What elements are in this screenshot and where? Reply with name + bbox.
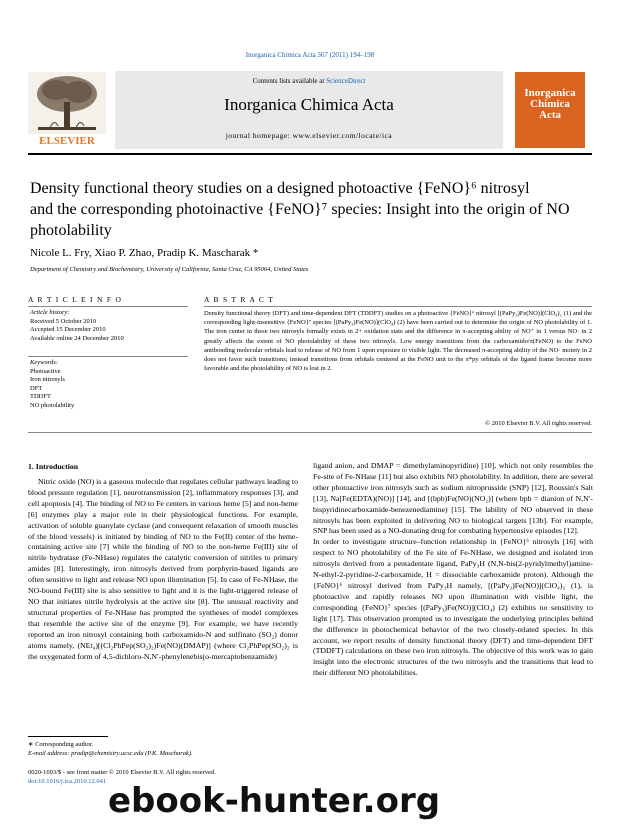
history-received: Received 5 October 2010	[30, 317, 97, 325]
issn-line: 0020-1693/$ - see front matter © 2010 Elsevier B.V. All rights reserved.	[28, 769, 216, 776]
journal-homepage[interactable]: journal homepage: www.elsevier.com/locate/ica	[225, 131, 393, 140]
keywords-label: Keywords:	[30, 359, 58, 366]
history-label: Article history:	[30, 309, 70, 316]
contents-prefix: Contents lists available at	[252, 77, 327, 85]
keyword: Photoactive	[30, 367, 61, 375]
corresponding-author-note: ∗ Corresponding author.	[28, 741, 94, 748]
abstract-text: Density functional theory (DFT) and time-dependent DFT (TDDFT) studies on a photoactive {FeNO}⁶ nitrosyl [(PaPy₃)Fe(NO)](ClO₄)₂ (1) and the corresponding light-insensitive {FeNO}⁷ species [(PaPy₃)Fe(NO)](ClO₄) (2) have been carried out to determine the origin of NO photolability of 1. The iron center in these two nitrosyls formally exists in 2+ oxidation state and the difference in π-accepting ability of NO⁺ in 1 versus NO· in 2 greatly affects the extent of NO photolability of these two nitrosyls. Low energy transitions from the carboxamido/π(FeNO) to the FeNO antibonding molecular orbitals lead to release of NO from 1 upon exposure to visible light. The decreased π-accepting ability of the NO· moiety in 2 does not favor such transitions; instead transitions from orbitals centered at the FeNO unit to the π*py orbitals of the ligand frame become more favorable and the photolability of NO is lost in 2.	[204, 310, 592, 373]
article-info-rule	[28, 306, 188, 307]
history-online: Available online 24 December 2010	[30, 334, 124, 342]
elsevier-wordmark: ELSEVIER	[39, 135, 95, 147]
history-accepted: Accepted 15 December 2010	[30, 326, 106, 334]
keyword: DFT	[30, 384, 43, 392]
header-rule	[28, 153, 592, 155]
keyword: NO photolability	[30, 401, 75, 409]
affiliation: Department of Chemistry and Biochemistry, University of California, Santa Cruz, CA 95064, United States	[30, 266, 309, 273]
keywords	[30, 359, 190, 411]
abstract-heading: A B S T R A C T	[204, 295, 275, 304]
doi-link[interactable]: doi:10.1016/j.ica.2010.12.041	[28, 777, 107, 785]
article-info-heading: A R T I C L E I N F O	[28, 295, 123, 304]
section-heading-introduction: 1. Introduction	[28, 462, 79, 471]
abstract-copyright: © 2010 Elsevier B.V. All rights reserved.	[485, 420, 592, 427]
journal-cover-title	[519, 88, 581, 121]
journal-citation[interactable]: Inorganica Chimica Acta 367 (2011) 194–198	[245, 51, 375, 59]
abstract-rule-bottom	[28, 432, 592, 433]
cover-title-line-1: Inorganica	[524, 87, 576, 99]
watermark-text: ebook-hunter.org	[108, 781, 441, 821]
contents-line	[115, 77, 503, 85]
abstract-rule-top	[204, 306, 592, 307]
article-history	[30, 309, 190, 343]
cover-title-line-2: Chimica Acta	[530, 98, 570, 121]
footnote	[28, 740, 193, 758]
title-line-1: Density functional theory studies on a designed photoactive {FeNO}⁶ nitrosyl	[30, 180, 530, 197]
author-list: Nicole L. Fry, Xiao P. Zhao, Pradip K. Mascharak *	[30, 247, 259, 259]
footnote-rule	[28, 736, 108, 737]
journal-title: Inorganica Chimica Acta	[224, 95, 394, 114]
author-email[interactable]: E-mail address: pradip@chemistry.ucsc.edu (P.K. Mascharak).	[28, 750, 193, 757]
title-line-3: photolability	[30, 222, 112, 239]
article-title	[30, 178, 595, 241]
title-line-2: and the corresponding photoinactive {FeNO}⁷ species: Insight into the origin of NO	[30, 201, 570, 218]
keyword: Iron nitrosyls	[30, 376, 65, 384]
keyword: TDDFT	[30, 393, 51, 401]
body-column-right: ligand anion, and DMAP = dimethylaminopyridine) [10], which not only resembles the Fe-site of Fe-NHase [11] but also exhibits NO photolability. In addition, there are several other photoactive iron nitrosyls such as sodium nitroprusside (SNP) [12], Roussin's Salt [13], Na[Fe(EDTA)(NO)] [14], and [(bpb)Fe(NO)(NO₂)] (where bpb = dianion of N,N′-bispyridinecarboxamide-benezenediamine) [15]. The lability of NO observed in these nitrosyls has been exploited in delivering NO to biological targets [13b]. For example, SNP has been used as a NO-donating drug for combating hypertensive episodes [12]. In order to investigate structure–function relationship in {FeNO}⁶ nitrosyls [16] with respect to NO photolability of the Fe site of Fe-NHase, we designed and isolated iron nitrosyls derived from a pentadentate ligand, PaPy₃H (N,N-bis(2-pyridylmethyl)amine-N-ethyl-2-pyridine-2-carboxamide, H = dissociable carboxamide proton). Although the {FeNO}⁶ nitrosyl derived from PaPy₃H namely, [(PaPy₃)Fe(NO)](ClO₄)₂ (1), is photoactive and rapidly releases NO upon illumination with visible light, the corresponding {FeNO}⁷ species [(PaPy₃)Fe(NO)](ClO₄) (2) exhibits no sensitivity to light [17]. This observation prompted us to investigate the underlying principles behind the difference in photochemical behavior of the two closely-related species. In this account, we report results of density functional theory (DFT) and time-dependent DFT (TDDFT) calculations on these two iron nitrosyls. The objective of this work was to gain insight into the electronic structures of the two nitrosyls and the transitions that lead to their different NO photolabilities.	[313, 461, 593, 678]
body-column-left: Nitric oxide (NO) is a gaseous molecule that regulates cellular pathways leading to blood pressure regulation [1], neurotransmission [2], inflammatory responses [3], and cell apoptosis [4]. The binding of NO to Fe centers in various heme [5] and non-heme [6] enzymes play a major role in their physiological functions. For example, activation of soluble guanylate cyclase (and consequent relaxation of smooth muscles of the blood vessels) is initiated by binding of NO to the Fe(II) center of the heme-containing active site [7] while the binding of NO to the non-heme Fe(III) site of nitrile hydratase (Fe-NHase) regulates the catalytic conversion of nitriles to primary amides [8]. Interestingly, iron nitrosyls derived from porphyrin-based ligands are often sensitive to light and release NO upon illumination [5]. In case of Fe-NHase, the NO-bound Fe(III) site is also sensitive to light and it is the light-triggered release of NO that initiates nitrile hydrolysis at the active site [8]. The unusual reactivity and structural properties of Fe-NHase has prompted the syntheses of model complexes that resemble the active site of the enzyme [9]. For example, we have recently reported an iron nitrosyl containing both carboxamido-N and sulfinato (SO₂) donor atoms namely, (NEt₄)[(Cl₂PhPep(SO₂)₂)Fe(NO)(DMAP)] (where Cl₂PhPep(SO₂)₂ is the oxygenated form of 4,5-dichloro-N,N′-phenylenebis(o-mercaptobenzamide)	[28, 477, 298, 661]
sciencedirect-link[interactable]: ScienceDirect	[326, 77, 366, 85]
keywords-rule	[28, 356, 188, 357]
